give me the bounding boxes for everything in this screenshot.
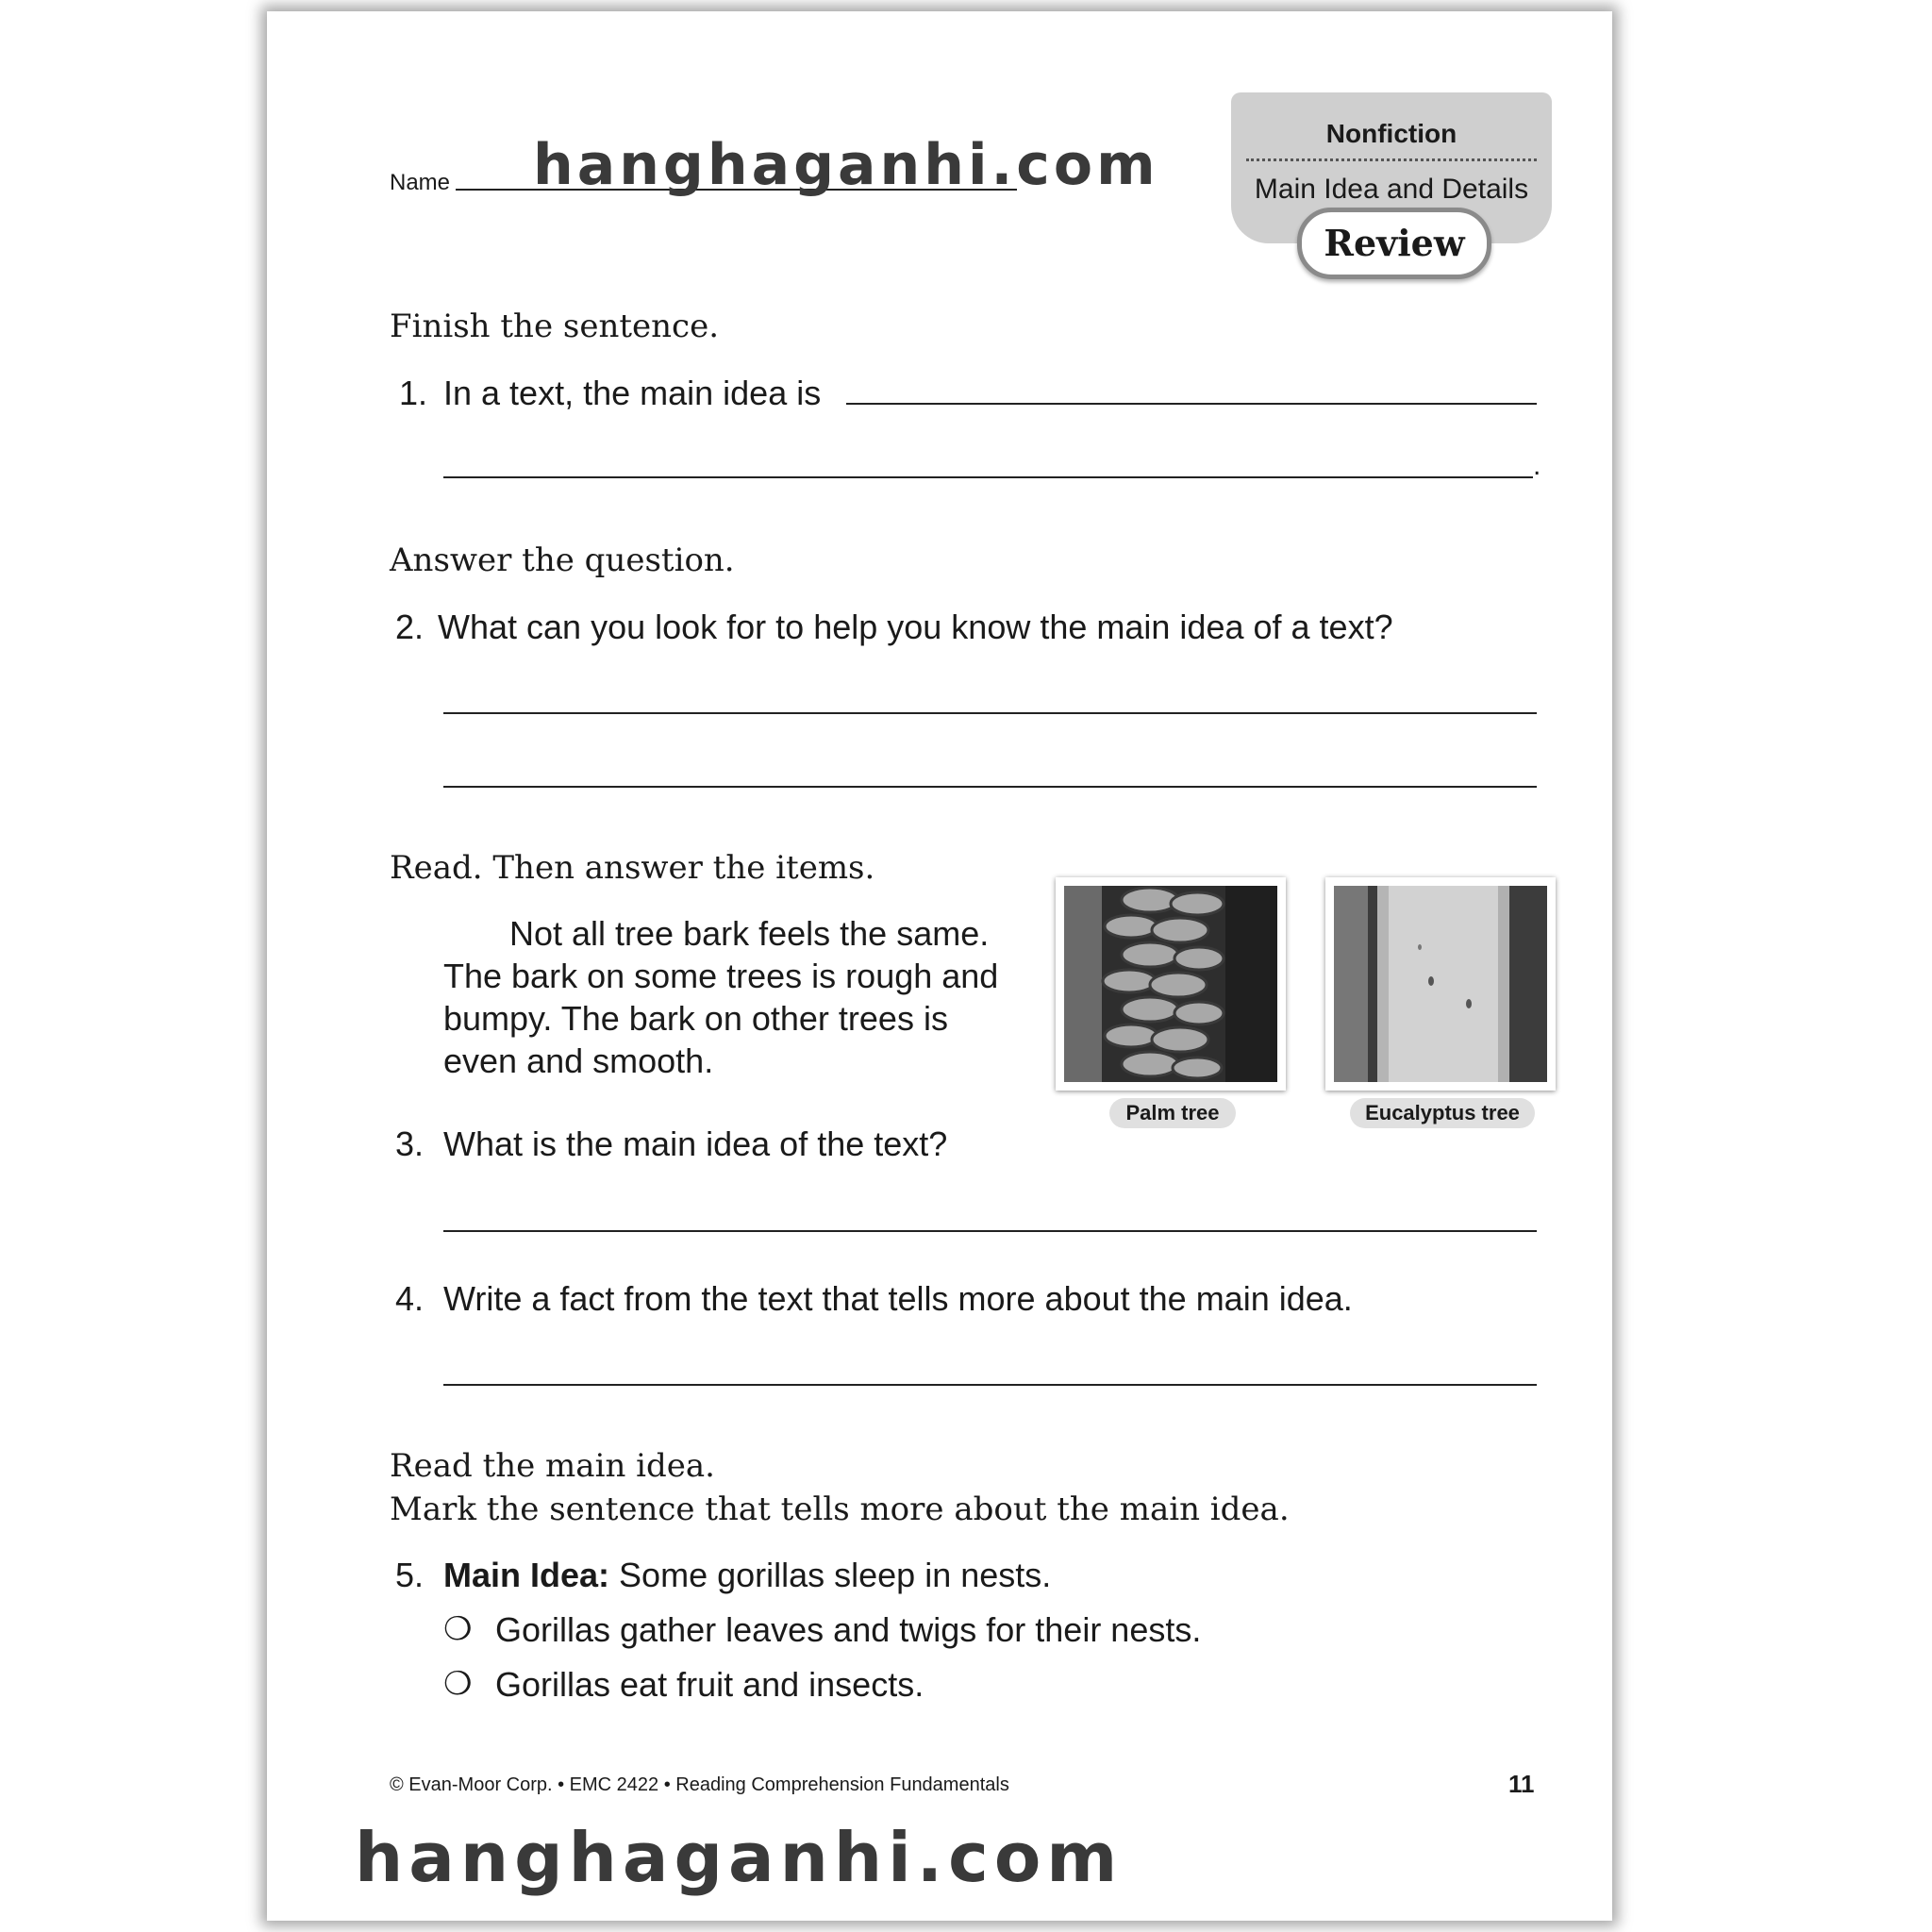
palm-bark-image	[1056, 877, 1286, 1091]
option-2-text: Gorillas eat fruit and insects.	[495, 1665, 924, 1704]
option-1-radio[interactable]: ❍	[443, 1611, 473, 1647]
eucalyptus-bark-image	[1325, 877, 1556, 1091]
instruction-answer: Answer the question.	[390, 541, 735, 579]
q2-number: 2.	[395, 608, 425, 646]
tag-skill: Main Idea and Details	[1254, 174, 1529, 205]
q1-answer-line-1[interactable]	[846, 403, 1537, 405]
q4-number: 4.	[395, 1279, 425, 1318]
q3-answer-line[interactable]	[443, 1230, 1537, 1232]
q5-text: Some gorillas sleep in nests.	[619, 1556, 1052, 1594]
worksheet-page	[267, 11, 1612, 1921]
option-1-text: Gorillas gather leaves and twigs for their nests.	[495, 1610, 1202, 1649]
name-label: Name	[390, 170, 451, 195]
photo-eucalyptus-tree	[1325, 877, 1556, 1091]
photo-palm-tree	[1056, 877, 1286, 1091]
caption-palm-tree: Palm tree	[1109, 1098, 1236, 1128]
tag-category: Nonfiction	[1325, 119, 1457, 148]
q1-answer-line-2[interactable]	[443, 476, 1533, 478]
instruction-mark-sentence: Mark the sentence that tells more about the main idea.	[390, 1491, 1290, 1528]
q5-main-idea	[443, 1556, 1051, 1595]
watermark-bottom: hanghaganhi.com	[355, 1818, 1124, 1897]
caption-eucalyptus-tree: Eucalyptus tree	[1350, 1098, 1535, 1128]
instruction-finish: Finish the sentence.	[390, 308, 719, 345]
q5-number: 5.	[395, 1556, 425, 1594]
passage-text: Not all tree bark feels the same. The bark on some trees is rough and bumpy. The bark on other trees is even and smooth.	[443, 914, 999, 1080]
review-badge: Review	[1297, 208, 1491, 279]
footer-credit: © Evan-Moor Corp. • EMC 2422 • Reading Comprehension Fundamentals	[390, 1774, 1009, 1795]
instruction-read: Read. Then answer the items.	[390, 849, 875, 887]
watermark-top: hanghaganhi.com	[533, 132, 1159, 198]
option-2-radio[interactable]: ❍	[443, 1666, 473, 1702]
page-number: 11	[1508, 1770, 1535, 1798]
tag-divider	[1246, 158, 1537, 161]
q1-number: 1.	[399, 374, 428, 412]
q2-answer-line-1[interactable]	[443, 712, 1537, 714]
q1-period: .	[1533, 450, 1541, 481]
q2-answer-line-2[interactable]	[443, 786, 1537, 788]
q4-text: Write a fact from the text that tells more about the main idea.	[443, 1279, 1353, 1318]
instruction-read-main: Read the main idea.	[390, 1447, 715, 1485]
q4-answer-line[interactable]	[443, 1384, 1537, 1386]
q3-number: 3.	[395, 1124, 425, 1163]
q5-label: Main Idea:	[443, 1556, 610, 1594]
q2-text: What can you look for to help you know the main idea of a text?	[438, 608, 1393, 646]
q3-text: What is the main idea of the text?	[443, 1124, 948, 1163]
q1-text: In a text, the main idea is	[443, 374, 822, 412]
